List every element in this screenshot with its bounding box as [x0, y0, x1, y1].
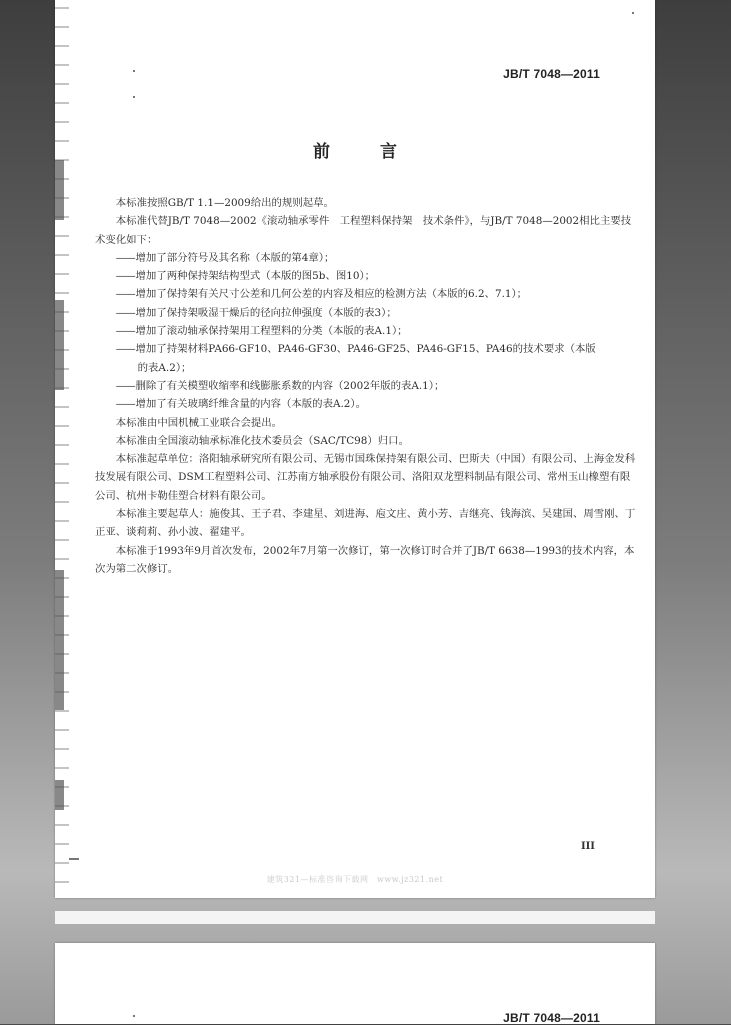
change-item: ——删除了有关模塑收缩率和线膨胀系数的内容（2002年版的表A.1）；	[115, 379, 445, 392]
change-item: ——增加了保持架有关尺寸公差和几何公差的内容及相应的检测方法（本版的6.2、7.1）；	[115, 288, 528, 301]
scan-edge-mark	[55, 300, 64, 390]
paragraph-drafting-units: 本标准起草单位：洛阳轴承研究所有限公司、无锡市国珠保持架有限公司、巴斯夫（中国）有限公司、上海金发科技发展有限公司、DSM工程塑料公司、江苏南方轴承股份有限公司、洛阳双龙塑料制品有限公司、常州玉山橡塑有限公司、杭州卡勒佳塑合材料有限公司。	[95, 453, 636, 502]
change-item: ——增加了两种保持架结构型式（本版的图5b、图10）；	[115, 270, 376, 283]
paragraph-committee: 本标准由全国滚动轴承标准化技术委员会（SAC/TC98）归口。	[115, 434, 409, 447]
document-page-2[interactable]	[55, 943, 655, 1024]
preface-title: 前 言	[313, 142, 419, 162]
standard-number: JB/T 7048—2011	[503, 1011, 600, 1025]
scan-speck	[69, 858, 79, 860]
change-item-continuation: 的表A.2）；	[137, 361, 192, 374]
scan-edge-mark	[55, 570, 64, 710]
page-separator	[55, 911, 655, 924]
scan-edge-mark	[55, 160, 64, 220]
paragraph-drafting-rules: 本标准按照GB/T 1.1—2009给出的规则起草。	[115, 197, 334, 209]
scan-speck	[632, 12, 634, 14]
paragraph-history: 本标准于1993年9月首次发布，2002年7月第一次修订，第一次修订时合并了JB/T 6638—1993的技术内容，本次为第二次修订。	[95, 544, 635, 575]
change-item: ——增加了保持架吸湿干燥后的径向拉伸强度（本版的表3）；	[115, 306, 397, 319]
paragraph-proposed-by: 本标准由中国机械工业联合会提出。	[115, 416, 283, 429]
scan-edge-noise	[55, 0, 69, 898]
scan-speck	[133, 96, 135, 98]
change-item: ——增加了部分符号及其名称（本版的第4章）；	[115, 251, 335, 264]
scan-speck	[133, 70, 135, 72]
watermark: 建筑321—标准咨询下载网 www.jz321.net	[266, 875, 444, 884]
preface-body	[95, 194, 638, 578]
change-item: ——增加了滚动轴承保持架用工程塑料的分类（本版的表A.1）；	[115, 325, 408, 338]
scan-edge-mark	[55, 780, 64, 810]
page-number: III	[580, 841, 595, 852]
change-item: ——增加了持架材料PA66-GF10、PA46-GF30、PA46-GF25、PA46-GF15、PA46的技术要求（本版	[115, 343, 596, 356]
document-page-1[interactable]	[55, 0, 655, 898]
standard-number: JB/T 7048—2011	[503, 67, 600, 81]
paragraph-replaces: 本标准代替JB/T 7048—2002《滚动轴承零件 工程塑料保持架 技术条件》，与JB/T 7048—2002相比主要技术变化如下：	[95, 215, 632, 246]
paragraph-drafters: 本标准主要起草人：施俊其、王子君、李建星、刘进海、庖文庄、黄小芳、吉继亮、钱海滨、吴建国、周雪刚、丁正亚、谈莉莉、孙小波、翟建平。	[95, 508, 636, 539]
change-item: ——增加了有关玻璃纤维含量的内容（本版的表A.2）。	[115, 398, 366, 411]
scan-speck	[133, 1015, 135, 1017]
